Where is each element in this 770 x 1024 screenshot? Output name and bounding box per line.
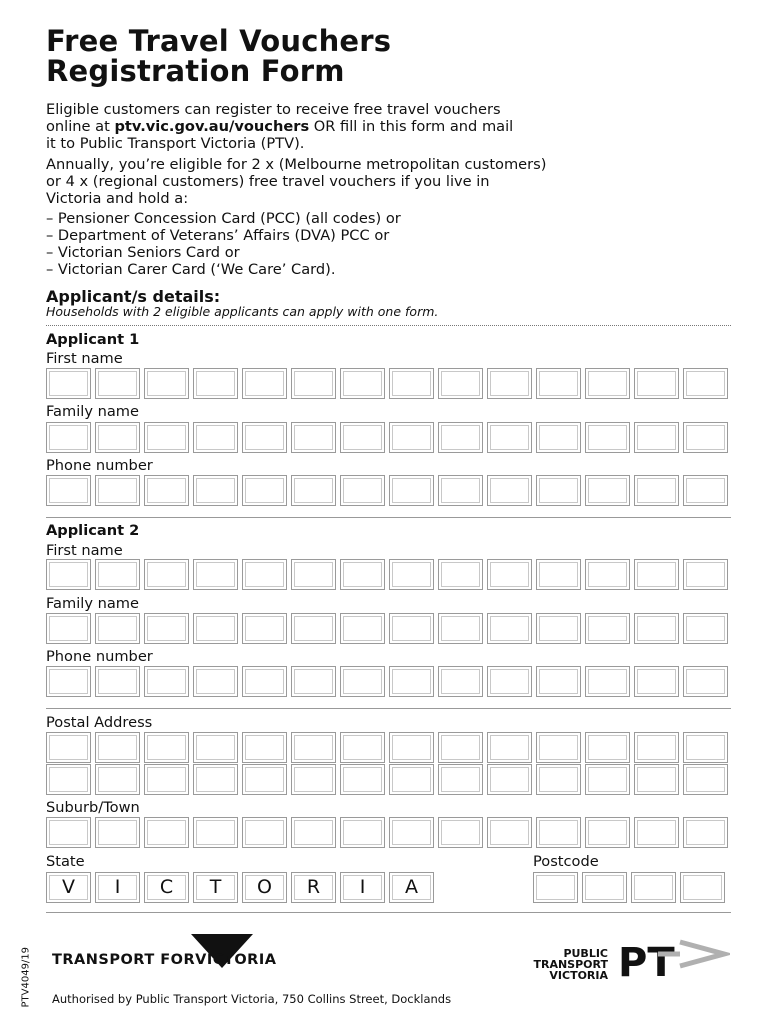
applicant-2-phone-input[interactable] [46,666,732,697]
tfv-logo-text-post: VICTORIA [195,952,277,968]
character-box[interactable] [242,817,287,848]
postal-address-input-line-2[interactable] [46,764,732,795]
character-box[interactable] [242,613,287,644]
character-box[interactable] [582,872,627,903]
ptv-line-1: PUBLIC [563,947,608,960]
character-box[interactable] [389,732,434,763]
character-box[interactable] [487,559,532,590]
authorised-statement: Authorised by Public Transport Victoria, 750 Collins Street, Docklands [52,992,452,1006]
character-box[interactable] [487,764,532,795]
character-box[interactable] [634,475,679,506]
character-box[interactable] [291,559,336,590]
character-box[interactable] [683,613,728,644]
character-box[interactable] [585,422,630,453]
character-box[interactable] [585,475,630,506]
character-box[interactable] [242,666,287,697]
character-box[interactable] [634,613,679,644]
character-box[interactable] [46,732,91,763]
character-box[interactable] [683,559,728,590]
character-box[interactable] [144,732,189,763]
list-item: – Victorian Seniors Card or [46,244,240,261]
intro-line-2-post: OR fill in this form and mail [309,118,514,135]
character-box[interactable] [634,732,679,763]
character-box[interactable] [438,475,483,506]
suburb-input[interactable] [46,817,732,848]
character-box[interactable] [389,666,434,697]
intro-line-3: it to Public Transport Victoria (PTV). [46,135,305,152]
character-box[interactable] [487,368,532,399]
intro-line-1: Eligible customers can register to receive free travel vouchers [46,101,501,118]
character-box[interactable] [242,732,287,763]
character-box[interactable] [340,613,385,644]
ptv-line-2: TRANSPORT [533,958,608,971]
ptv-line-3: VICTORIA [549,969,608,982]
state-letter: I [340,872,385,903]
character-box[interactable] [95,422,140,453]
character-box[interactable] [242,368,287,399]
character-box[interactable] [536,368,581,399]
character-box[interactable] [95,666,140,697]
postal-address-label: Postal Address [46,714,153,731]
character-box[interactable] [193,613,238,644]
postcode-input[interactable] [533,872,729,903]
tfv-logo-text-pre: TRANSPORT FOR [52,952,196,968]
character-box[interactable] [291,817,336,848]
character-box[interactable] [193,732,238,763]
character-box[interactable] [291,422,336,453]
character-box[interactable] [291,732,336,763]
character-box[interactable] [634,368,679,399]
state-label: State [46,853,85,870]
divider [46,708,731,709]
character-box[interactable] [438,764,483,795]
applicant-1-phone-label: Phone number [46,457,153,474]
character-box[interactable] [193,764,238,795]
character-box[interactable] [487,732,532,763]
eligibility-line-3: Victoria and hold a: [46,190,189,207]
character-box[interactable] [536,764,581,795]
character-box[interactable] [389,613,434,644]
character-box[interactable] [46,559,91,590]
applicant-2-first-name-input[interactable] [46,559,732,590]
character-box[interactable] [193,475,238,506]
character-box[interactable] [144,817,189,848]
character-box[interactable] [585,764,630,795]
character-box[interactable] [585,613,630,644]
applicant-2-first-name-label: First name [46,542,123,559]
character-box[interactable] [291,475,336,506]
state-letter: I [95,872,140,903]
character-box[interactable] [683,764,728,795]
character-box[interactable] [291,764,336,795]
applicant-2-phone-label: Phone number [46,648,153,665]
character-box[interactable] [340,368,385,399]
character-box[interactable] [634,422,679,453]
list-item: – Pensioner Concession Card (PCC) (all codes) or [46,210,401,227]
character-box[interactable] [487,475,532,506]
applicant-1-title: Applicant 1 [46,331,140,348]
character-box[interactable] [438,559,483,590]
character-box[interactable] [389,817,434,848]
character-box[interactable] [438,817,483,848]
list-item: – Victorian Carer Card (‘We Care’ Card). [46,261,336,278]
character-box[interactable] [634,764,679,795]
intro-line-2-pre: online at [46,118,115,135]
state-letter: V [46,872,91,903]
character-box[interactable] [683,422,728,453]
character-box[interactable] [144,613,189,644]
character-box[interactable] [487,666,532,697]
character-box[interactable] [95,475,140,506]
character-box[interactable] [340,475,385,506]
character-box[interactable] [487,613,532,644]
suburb-label: Suburb/Town [46,799,140,816]
character-box[interactable] [536,422,581,453]
list-item: – Department of Veterans’ Affairs (DVA) PCC or [46,227,390,244]
character-box[interactable] [242,475,287,506]
state-letter: R [291,872,336,903]
character-box[interactable] [95,764,140,795]
character-box[interactable] [95,613,140,644]
character-box[interactable] [487,422,532,453]
character-box[interactable] [144,475,189,506]
character-box[interactable] [438,613,483,644]
character-box[interactable] [46,613,91,644]
character-box[interactable] [389,475,434,506]
applicant-1-first-name-label: First name [46,350,123,367]
form-title [46,26,391,86]
intro-text [46,101,513,152]
tfv-logo-victoria [195,952,276,968]
ptv-wordmark [513,948,608,981]
character-box[interactable] [340,732,385,763]
applicants-heading: Applicant/s details: [46,287,221,306]
applicants-note: Households with 2 eligible applicants can apply with one form. [46,304,439,319]
character-box[interactable] [193,817,238,848]
character-box[interactable] [536,666,581,697]
character-box[interactable] [585,559,630,590]
character-box[interactable] [585,666,630,697]
applicant-1-phone-input[interactable] [46,475,732,506]
character-box[interactable] [46,817,91,848]
character-box[interactable] [340,422,385,453]
character-box[interactable] [533,872,578,903]
applicant-2-title: Applicant 2 [46,522,140,539]
character-box[interactable] [487,817,532,848]
form-title-line-2: Registration Form [46,54,345,88]
divider [46,325,731,326]
character-box[interactable] [389,559,434,590]
character-box[interactable] [144,559,189,590]
character-box[interactable] [291,613,336,644]
form-reference-code: PTV4049/19 [20,946,32,1008]
character-box[interactable] [634,559,679,590]
state-letter: A [389,872,434,903]
applicant-2-family-name-input[interactable] [46,613,732,644]
state-letter: C [144,872,189,903]
character-box[interactable] [144,666,189,697]
character-box[interactable] [680,872,725,903]
applicant-1-family-name-label: Family name [46,403,139,420]
character-box[interactable] [536,732,581,763]
character-box[interactable] [634,817,679,848]
applicant-2-family-name-label: Family name [46,595,139,612]
character-box[interactable] [242,422,287,453]
intro-line-2 [46,118,513,135]
character-box[interactable] [585,732,630,763]
character-box[interactable] [389,368,434,399]
eligible-cards-list [46,210,401,278]
character-box[interactable] [46,368,91,399]
pt-logo-text: PT [618,940,675,982]
state-field[interactable] [46,872,438,903]
character-box[interactable] [95,559,140,590]
character-box[interactable] [291,666,336,697]
character-box[interactable] [340,559,385,590]
character-box[interactable] [683,732,728,763]
transport-for-victoria-logo [52,952,276,968]
character-box[interactable] [46,764,91,795]
character-box[interactable] [95,732,140,763]
character-box[interactable] [585,817,630,848]
character-box[interactable] [536,817,581,848]
eligibility-text [46,156,546,207]
postcode-label: Postcode [533,853,599,870]
pt-logo-icon [618,938,730,982]
character-box[interactable] [438,666,483,697]
character-box[interactable] [144,764,189,795]
character-box[interactable] [340,817,385,848]
character-box[interactable] [438,368,483,399]
character-box[interactable] [438,732,483,763]
character-box[interactable] [46,666,91,697]
character-box[interactable] [242,559,287,590]
character-box[interactable] [683,475,728,506]
character-box[interactable] [536,613,581,644]
character-box[interactable] [438,422,483,453]
character-box[interactable] [144,368,189,399]
eligibility-line-2: or 4 x (regional customers) free travel vouchers if you live in [46,173,490,190]
character-box[interactable] [536,559,581,590]
character-box[interactable] [683,666,728,697]
character-box[interactable] [95,817,140,848]
character-box[interactable] [46,475,91,506]
character-box[interactable] [144,422,189,453]
character-box[interactable] [291,368,336,399]
character-box[interactable] [193,559,238,590]
character-box[interactable] [193,422,238,453]
character-box[interactable] [242,764,287,795]
character-box[interactable] [585,368,630,399]
character-box[interactable] [683,817,728,848]
postal-address-input-line-1[interactable] [46,732,732,763]
voucher-url-link[interactable]: ptv.vic.gov.au/vouchers [114,118,310,135]
applicant-1-family-name-input[interactable] [46,422,732,453]
character-box[interactable] [683,368,728,399]
eligibility-line-1: Annually, you’re eligible for 2 x (Melbourne metropolitan customers) [46,156,547,173]
character-box[interactable] [389,764,434,795]
character-box[interactable] [340,764,385,795]
state-letter: T [193,872,238,903]
state-letter: O [242,872,287,903]
applicant-1-first-name-input[interactable] [46,368,732,399]
divider [46,912,731,913]
character-box[interactable] [46,422,91,453]
character-box[interactable] [340,666,385,697]
form-title-line-1: Free Travel Vouchers [46,24,392,58]
character-box[interactable] [95,368,140,399]
character-box[interactable] [389,422,434,453]
divider [46,517,731,518]
character-box[interactable] [631,872,676,903]
character-box[interactable] [193,368,238,399]
character-box[interactable] [634,666,679,697]
character-box[interactable] [536,475,581,506]
character-box[interactable] [193,666,238,697]
pt-logo [618,938,730,986]
